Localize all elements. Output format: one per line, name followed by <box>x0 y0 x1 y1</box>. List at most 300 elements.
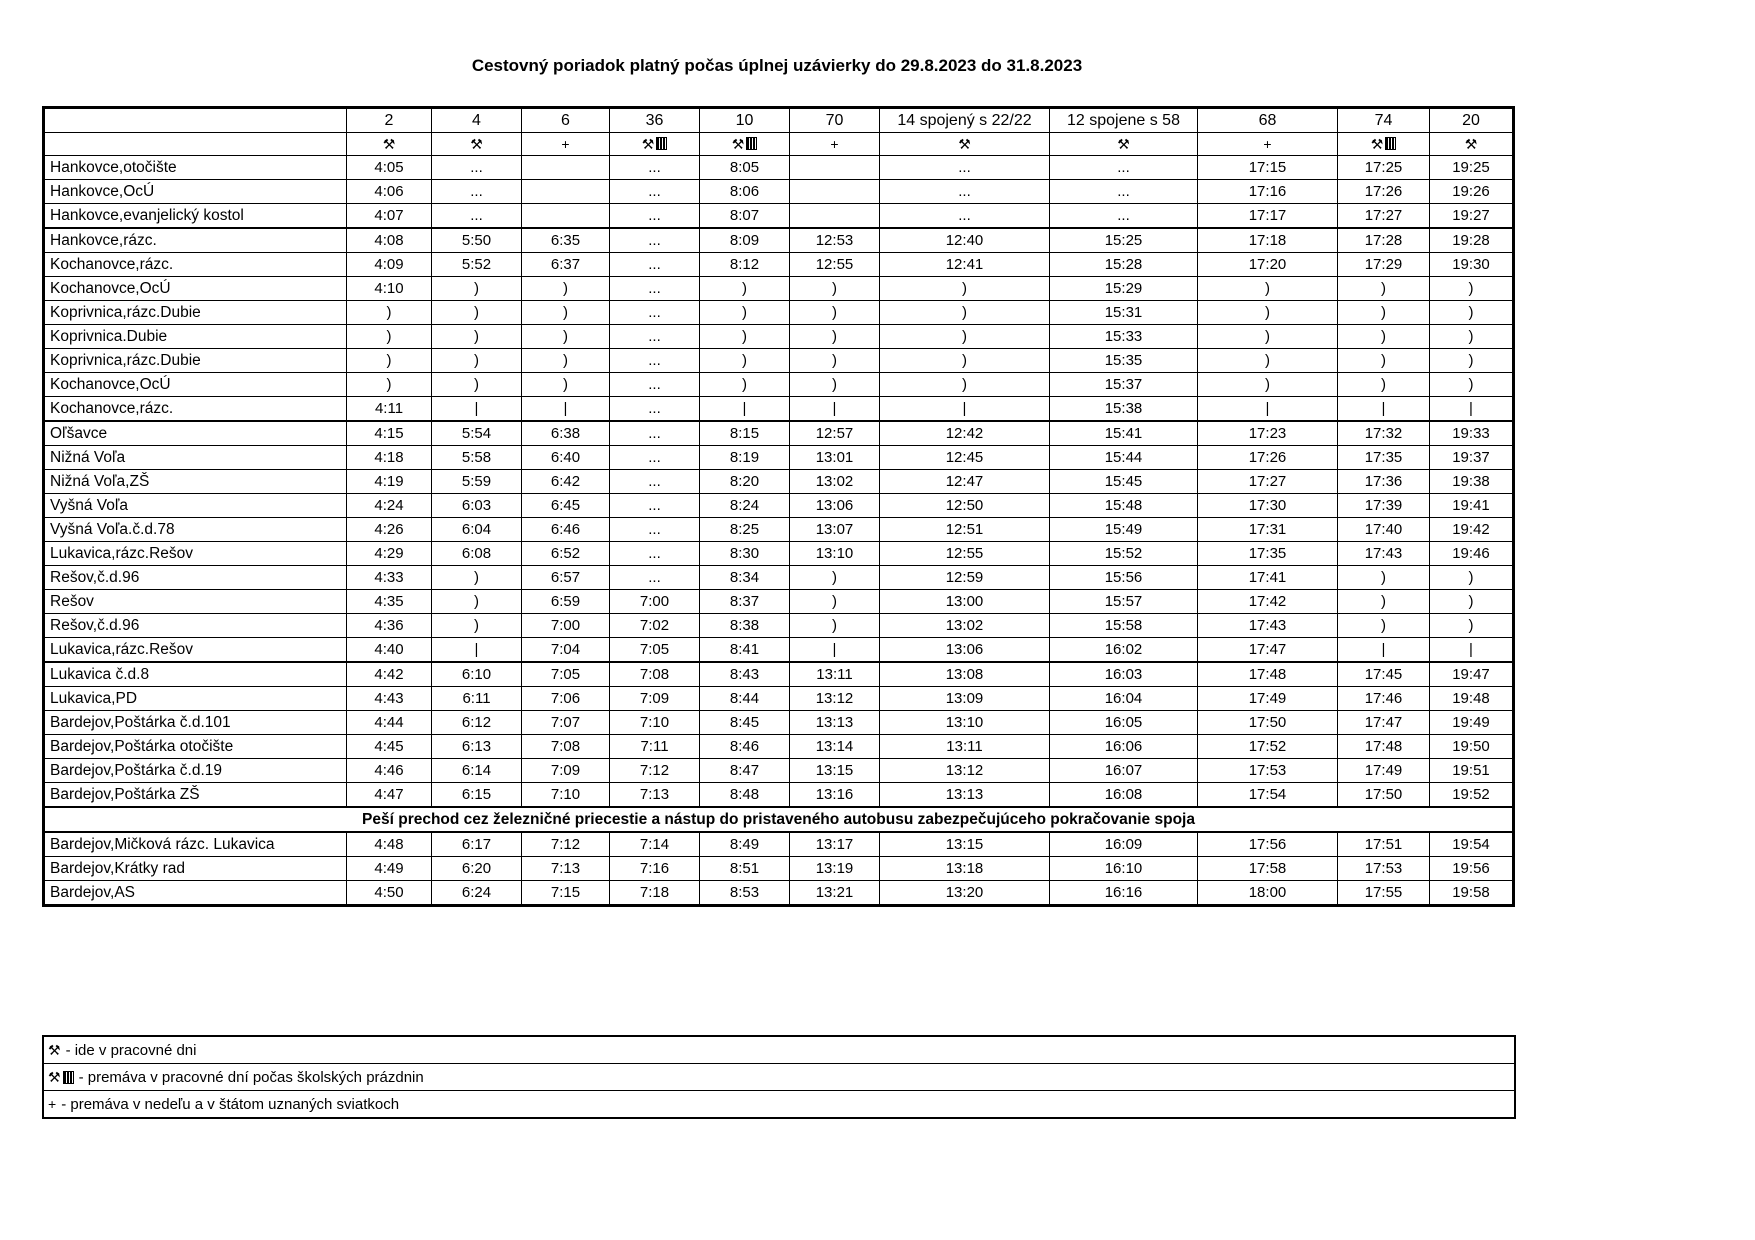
time-cell: 16:04 <box>1050 687 1198 711</box>
hammers-satchel-icon <box>1371 137 1397 151</box>
column-header: 10 <box>700 108 790 133</box>
crossed-hammers-icon: ⚒ <box>382 135 396 152</box>
time-cell: | <box>880 397 1050 422</box>
time-cell: 19:33 <box>1430 421 1514 446</box>
time-cell: ... <box>610 228 700 253</box>
time-cell: 4:49 <box>347 857 432 881</box>
time-cell: 15:25 <box>1050 228 1198 253</box>
stop-name-cell: Bardejov,Poštárka č.d.101 <box>44 711 347 735</box>
time-cell: ... <box>610 253 700 277</box>
time-cell: 17:26 <box>1198 446 1338 470</box>
time-cell: ) <box>1338 590 1430 614</box>
time-cell: 6:37 <box>522 253 610 277</box>
time-cell: ... <box>880 204 1050 229</box>
time-cell: 18:00 <box>1198 881 1338 906</box>
time-cell: 17:47 <box>1338 711 1430 735</box>
time-cell: ) <box>1430 373 1514 397</box>
time-cell: 13:12 <box>790 687 880 711</box>
time-cell: 19:42 <box>1430 518 1514 542</box>
time-cell: 4:26 <box>347 518 432 542</box>
time-cell: 6:59 <box>522 590 610 614</box>
time-cell: 13:17 <box>790 832 880 857</box>
time-cell: 17:51 <box>1338 832 1430 857</box>
stop-name-cell: Lukavica,rázc.Rešov <box>44 638 347 663</box>
time-cell: 4:46 <box>347 759 432 783</box>
time-cell: | <box>1198 397 1338 422</box>
time-cell: 15:37 <box>1050 373 1198 397</box>
satchel-icon <box>1385 137 1396 150</box>
time-cell: ) <box>790 325 880 349</box>
time-cell: 7:16 <box>610 857 700 881</box>
time-cell: ... <box>432 180 522 204</box>
time-cell: 4:40 <box>347 638 432 663</box>
time-cell: 15:56 <box>1050 566 1198 590</box>
time-cell: 13:01 <box>790 446 880 470</box>
table-row <box>44 566 1514 590</box>
stop-name-cell: Kochanovce,OcÚ <box>44 277 347 301</box>
table-row <box>44 228 1514 253</box>
time-cell: 13:20 <box>880 881 1050 906</box>
time-cell: 17:41 <box>1198 566 1338 590</box>
stop-name-cell: Rešov,č.d.96 <box>44 566 347 590</box>
time-cell <box>790 204 880 229</box>
time-cell: 17:16 <box>1198 180 1338 204</box>
time-cell: 17:54 <box>1198 783 1338 808</box>
time-cell: 15:28 <box>1050 253 1198 277</box>
column-header: 4 <box>432 108 522 133</box>
time-cell: 12:59 <box>880 566 1050 590</box>
time-cell: 4:29 <box>347 542 432 566</box>
time-cell: 7:05 <box>522 662 610 687</box>
time-cell: 17:42 <box>1198 590 1338 614</box>
time-cell: 17:40 <box>1338 518 1430 542</box>
time-cell: 17:48 <box>1198 662 1338 687</box>
table-row <box>44 881 1514 906</box>
time-cell: 13:02 <box>790 470 880 494</box>
time-cell: ) <box>880 325 1050 349</box>
table-row <box>44 494 1514 518</box>
time-cell: 15:35 <box>1050 349 1198 373</box>
column-header: 12 spojene s 58 <box>1050 108 1198 133</box>
time-cell: ) <box>1198 373 1338 397</box>
time-cell: 17:36 <box>1338 470 1430 494</box>
day-symbol-row <box>44 133 1514 156</box>
crossed-hammers-icon: ⚒ <box>48 1069 61 1085</box>
time-cell: 13:12 <box>880 759 1050 783</box>
table-row <box>44 857 1514 881</box>
time-cell: ) <box>1338 325 1430 349</box>
time-cell: 8:45 <box>700 711 790 735</box>
time-cell: 19:30 <box>1430 253 1514 277</box>
symbol-cell <box>610 133 700 156</box>
legend-text: - ide v pracovné dni <box>65 1041 197 1059</box>
time-cell: 17:45 <box>1338 662 1430 687</box>
time-cell: 17:50 <box>1198 711 1338 735</box>
time-cell: 8:25 <box>700 518 790 542</box>
time-cell: 17:29 <box>1338 253 1430 277</box>
time-cell: ) <box>1430 566 1514 590</box>
time-cell: 17:32 <box>1338 421 1430 446</box>
time-cell: 16:06 <box>1050 735 1198 759</box>
time-cell: 15:52 <box>1050 542 1198 566</box>
time-cell: ) <box>1198 325 1338 349</box>
time-cell: 4:36 <box>347 614 432 638</box>
time-cell: ) <box>1198 349 1338 373</box>
time-cell: 7:04 <box>522 638 610 663</box>
satchel-icon <box>656 137 667 150</box>
time-cell: 17:30 <box>1198 494 1338 518</box>
time-cell: ... <box>1050 204 1198 229</box>
time-cell: 7:08 <box>522 735 610 759</box>
time-cell: 6:08 <box>432 542 522 566</box>
time-cell: 8:53 <box>700 881 790 906</box>
legend-text: - premáva v pracovné dní počas školských prázdnin <box>78 1068 424 1086</box>
time-cell: 4:45 <box>347 735 432 759</box>
time-cell: ) <box>432 349 522 373</box>
stop-name-cell: Bardejov,Poštárka otočište <box>44 735 347 759</box>
time-cell: 15:38 <box>1050 397 1198 422</box>
time-cell: 4:15 <box>347 421 432 446</box>
time-cell: ) <box>522 277 610 301</box>
time-cell: 19:47 <box>1430 662 1514 687</box>
time-cell: 13:15 <box>790 759 880 783</box>
column-header: 68 <box>1198 108 1338 133</box>
stop-name-cell: Bardejov,Krátky rad <box>44 857 347 881</box>
time-cell: 6:35 <box>522 228 610 253</box>
time-cell: 12:57 <box>790 421 880 446</box>
time-cell: 7:12 <box>610 759 700 783</box>
time-cell: ) <box>347 349 432 373</box>
time-cell: 15:33 <box>1050 325 1198 349</box>
time-cell: 6:11 <box>432 687 522 711</box>
time-cell: 8:48 <box>700 783 790 808</box>
stop-name-cell: Vyšná Voľa <box>44 494 347 518</box>
time-cell: ... <box>880 180 1050 204</box>
time-cell: | <box>1338 397 1430 422</box>
time-cell: ) <box>790 590 880 614</box>
time-cell: 6:14 <box>432 759 522 783</box>
time-cell: ... <box>610 518 700 542</box>
time-cell: 17:31 <box>1198 518 1338 542</box>
time-cell: 16:05 <box>1050 711 1198 735</box>
time-cell: ... <box>610 542 700 566</box>
time-cell: 4:44 <box>347 711 432 735</box>
time-cell: ... <box>610 397 700 422</box>
time-cell: 7:06 <box>522 687 610 711</box>
time-cell: ... <box>610 180 700 204</box>
time-cell: 6:20 <box>432 857 522 881</box>
table-row <box>44 277 1514 301</box>
symbol-cell <box>1338 133 1430 156</box>
time-cell: 19:56 <box>1430 857 1514 881</box>
time-cell: ... <box>610 470 700 494</box>
time-cell: 17:35 <box>1198 542 1338 566</box>
time-cell: ... <box>432 156 522 180</box>
stop-column-header <box>44 108 347 133</box>
time-cell: | <box>1430 638 1514 663</box>
time-cell: ... <box>610 156 700 180</box>
time-cell: 19:48 <box>1430 687 1514 711</box>
time-cell: ) <box>522 301 610 325</box>
table-row <box>44 301 1514 325</box>
time-cell: 15:49 <box>1050 518 1198 542</box>
time-cell: 13:10 <box>790 542 880 566</box>
time-cell: 19:51 <box>1430 759 1514 783</box>
time-cell: 13:19 <box>790 857 880 881</box>
time-cell: 13:13 <box>790 711 880 735</box>
time-cell: 8:34 <box>700 566 790 590</box>
time-cell: 17:27 <box>1198 470 1338 494</box>
time-cell: 7:15 <box>522 881 610 906</box>
time-cell: 8:30 <box>700 542 790 566</box>
stop-name-cell: Kochanovce,rázc. <box>44 253 347 277</box>
satchel-icon <box>746 137 757 150</box>
stop-name-cell: Rešov <box>44 590 347 614</box>
stop-name-cell: Bardejov,Mičková rázc. Lukavica <box>44 832 347 857</box>
table-row <box>44 783 1514 808</box>
time-cell: 8:44 <box>700 687 790 711</box>
time-cell: 4:24 <box>347 494 432 518</box>
time-cell: ) <box>880 349 1050 373</box>
time-cell: 17:47 <box>1198 638 1338 663</box>
crossed-hammers-icon: ⚒ <box>641 135 655 152</box>
time-cell: 6:38 <box>522 421 610 446</box>
stop-name-cell: Hankovce,otočište <box>44 156 347 180</box>
time-cell: 19:41 <box>1430 494 1514 518</box>
time-cell: 16:02 <box>1050 638 1198 663</box>
table-row <box>44 446 1514 470</box>
table-row <box>44 638 1514 663</box>
time-cell: 17:35 <box>1338 446 1430 470</box>
time-cell: ) <box>700 373 790 397</box>
stop-name-cell: Nižná Voľa,ZŠ <box>44 470 347 494</box>
time-cell: 7:08 <box>610 662 700 687</box>
time-cell: | <box>790 638 880 663</box>
time-cell: ... <box>610 204 700 229</box>
time-cell: 19:37 <box>1430 446 1514 470</box>
time-cell: 7:05 <box>610 638 700 663</box>
time-cell: 4:50 <box>347 881 432 906</box>
time-cell: 7:09 <box>610 687 700 711</box>
cross-icon: + <box>830 135 839 152</box>
time-cell <box>522 180 610 204</box>
time-cell: | <box>1338 638 1430 663</box>
time-cell: ) <box>700 301 790 325</box>
stop-name-cell: Lukavica č.d.8 <box>44 662 347 687</box>
time-cell: 8:05 <box>700 156 790 180</box>
time-cell: 7:14 <box>610 832 700 857</box>
table-row <box>44 421 1514 446</box>
time-cell: 17:28 <box>1338 228 1430 253</box>
time-cell: ) <box>700 325 790 349</box>
time-cell: 5:52 <box>432 253 522 277</box>
time-cell: 19:58 <box>1430 881 1514 906</box>
table-row <box>44 373 1514 397</box>
time-cell: 15:31 <box>1050 301 1198 325</box>
time-cell: 8:37 <box>700 590 790 614</box>
time-cell: ) <box>790 566 880 590</box>
stop-name-cell: Bardejov,AS <box>44 881 347 906</box>
time-cell: 19:54 <box>1430 832 1514 857</box>
symbol-cell <box>1050 133 1198 156</box>
time-cell: | <box>432 397 522 422</box>
time-cell: ) <box>880 277 1050 301</box>
time-cell: 8:43 <box>700 662 790 687</box>
time-cell: ) <box>432 301 522 325</box>
column-header: 20 <box>1430 108 1514 133</box>
time-cell: ) <box>880 301 1050 325</box>
time-cell: ) <box>790 349 880 373</box>
time-cell: 7:13 <box>610 783 700 808</box>
table-row <box>44 204 1514 229</box>
symbol-cell <box>1198 133 1338 156</box>
stop-name-cell: Oľšavce <box>44 421 347 446</box>
time-cell: ) <box>790 373 880 397</box>
timetable <box>42 106 1515 907</box>
stop-name-cell: Koprivnica.Dubie <box>44 325 347 349</box>
time-cell: | <box>790 397 880 422</box>
legend-item <box>44 1064 1514 1091</box>
time-cell: 17:56 <box>1198 832 1338 857</box>
time-cell: 8:12 <box>700 253 790 277</box>
time-cell: 13:14 <box>790 735 880 759</box>
time-cell: 13:16 <box>790 783 880 808</box>
time-cell: ) <box>700 349 790 373</box>
note-text: Peší prechod cez železničné priecestie a nástup do pristaveného autobusu zabezpečujúceho pokračovanie spoja <box>44 807 1514 832</box>
time-cell: 4:19 <box>347 470 432 494</box>
time-cell: ... <box>610 349 700 373</box>
time-cell: 4:08 <box>347 228 432 253</box>
time-cell: 6:17 <box>432 832 522 857</box>
time-cell: 7:00 <box>522 614 610 638</box>
cross-icon: + <box>561 135 570 152</box>
crossed-hammers-icon: ⚒ <box>1464 135 1478 152</box>
time-cell: 6:24 <box>432 881 522 906</box>
time-cell: ) <box>880 373 1050 397</box>
time-cell: ) <box>347 373 432 397</box>
time-cell: 6:10 <box>432 662 522 687</box>
table-row <box>44 397 1514 422</box>
time-cell: 12:50 <box>880 494 1050 518</box>
time-cell: 17:55 <box>1338 881 1430 906</box>
stop-name-cell: Koprivnica,rázc.Dubie <box>44 349 347 373</box>
time-cell: 19:50 <box>1430 735 1514 759</box>
time-cell: 13:07 <box>790 518 880 542</box>
time-cell: 13:02 <box>880 614 1050 638</box>
time-cell <box>522 204 610 229</box>
time-cell: 4:33 <box>347 566 432 590</box>
time-cell: 4:48 <box>347 832 432 857</box>
time-cell: 7:18 <box>610 881 700 906</box>
time-cell: 13:00 <box>880 590 1050 614</box>
time-cell: 4:35 <box>347 590 432 614</box>
time-cell: 4:09 <box>347 253 432 277</box>
time-cell: 7:13 <box>522 857 610 881</box>
time-cell: 17:53 <box>1338 857 1430 881</box>
time-cell: 15:58 <box>1050 614 1198 638</box>
symbol-cell <box>432 133 522 156</box>
time-cell: 12:47 <box>880 470 1050 494</box>
time-cell: ) <box>1198 301 1338 325</box>
time-cell: 8:51 <box>700 857 790 881</box>
time-cell: 8:19 <box>700 446 790 470</box>
time-cell: 19:52 <box>1430 783 1514 808</box>
crossed-hammers-icon: ⚒ <box>1370 135 1384 152</box>
time-cell: 17:18 <box>1198 228 1338 253</box>
time-cell: ) <box>1338 301 1430 325</box>
time-cell: 6:57 <box>522 566 610 590</box>
time-cell: ... <box>610 277 700 301</box>
time-cell: 8:38 <box>700 614 790 638</box>
time-cell: 7:09 <box>522 759 610 783</box>
table-row <box>44 832 1514 857</box>
time-cell: 19:46 <box>1430 542 1514 566</box>
time-cell: ) <box>1338 349 1430 373</box>
stop-name-cell: Hankovce,evanjelický kostol <box>44 204 347 229</box>
time-cell: ) <box>1338 277 1430 301</box>
table-row <box>44 662 1514 687</box>
time-cell: 17:23 <box>1198 421 1338 446</box>
note-row <box>44 807 1514 832</box>
time-cell: 4:06 <box>347 180 432 204</box>
time-cell: 15:29 <box>1050 277 1198 301</box>
time-cell: ) <box>432 325 522 349</box>
time-cell: 15:57 <box>1050 590 1198 614</box>
time-cell: 12:45 <box>880 446 1050 470</box>
time-cell: 17:48 <box>1338 735 1430 759</box>
table-row <box>44 470 1514 494</box>
time-cell: ) <box>347 325 432 349</box>
time-cell: ) <box>1338 614 1430 638</box>
time-cell <box>522 156 610 180</box>
route-number-row <box>44 108 1514 133</box>
time-cell: 8:09 <box>700 228 790 253</box>
stop-name-cell: Lukavica,PD <box>44 687 347 711</box>
time-cell: 8:06 <box>700 180 790 204</box>
time-cell: 16:10 <box>1050 857 1198 881</box>
time-cell: ) <box>432 566 522 590</box>
stop-name-cell: Kochanovce,rázc. <box>44 397 347 422</box>
time-cell: 8:24 <box>700 494 790 518</box>
time-cell: 5:59 <box>432 470 522 494</box>
time-cell: ) <box>522 349 610 373</box>
time-cell: 17:52 <box>1198 735 1338 759</box>
time-cell: 12:42 <box>880 421 1050 446</box>
table-row <box>44 349 1514 373</box>
time-cell: ) <box>1430 349 1514 373</box>
time-cell: | <box>432 638 522 663</box>
time-cell: 6:04 <box>432 518 522 542</box>
time-cell: 8:47 <box>700 759 790 783</box>
time-cell: 4:07 <box>347 204 432 229</box>
time-cell: 12:51 <box>880 518 1050 542</box>
time-cell: ... <box>1050 180 1198 204</box>
time-cell: ) <box>700 277 790 301</box>
time-cell: 17:53 <box>1198 759 1338 783</box>
legend <box>42 1035 1516 1119</box>
stop-column-header <box>44 133 347 156</box>
time-cell: ) <box>522 373 610 397</box>
time-cell: 7:07 <box>522 711 610 735</box>
time-cell: 6:40 <box>522 446 610 470</box>
cross-icon: + <box>1263 135 1272 152</box>
table-row <box>44 253 1514 277</box>
time-cell: ) <box>1338 373 1430 397</box>
time-cell: 17:49 <box>1338 759 1430 783</box>
table-row <box>44 711 1514 735</box>
column-header: 74 <box>1338 108 1430 133</box>
table-row <box>44 735 1514 759</box>
